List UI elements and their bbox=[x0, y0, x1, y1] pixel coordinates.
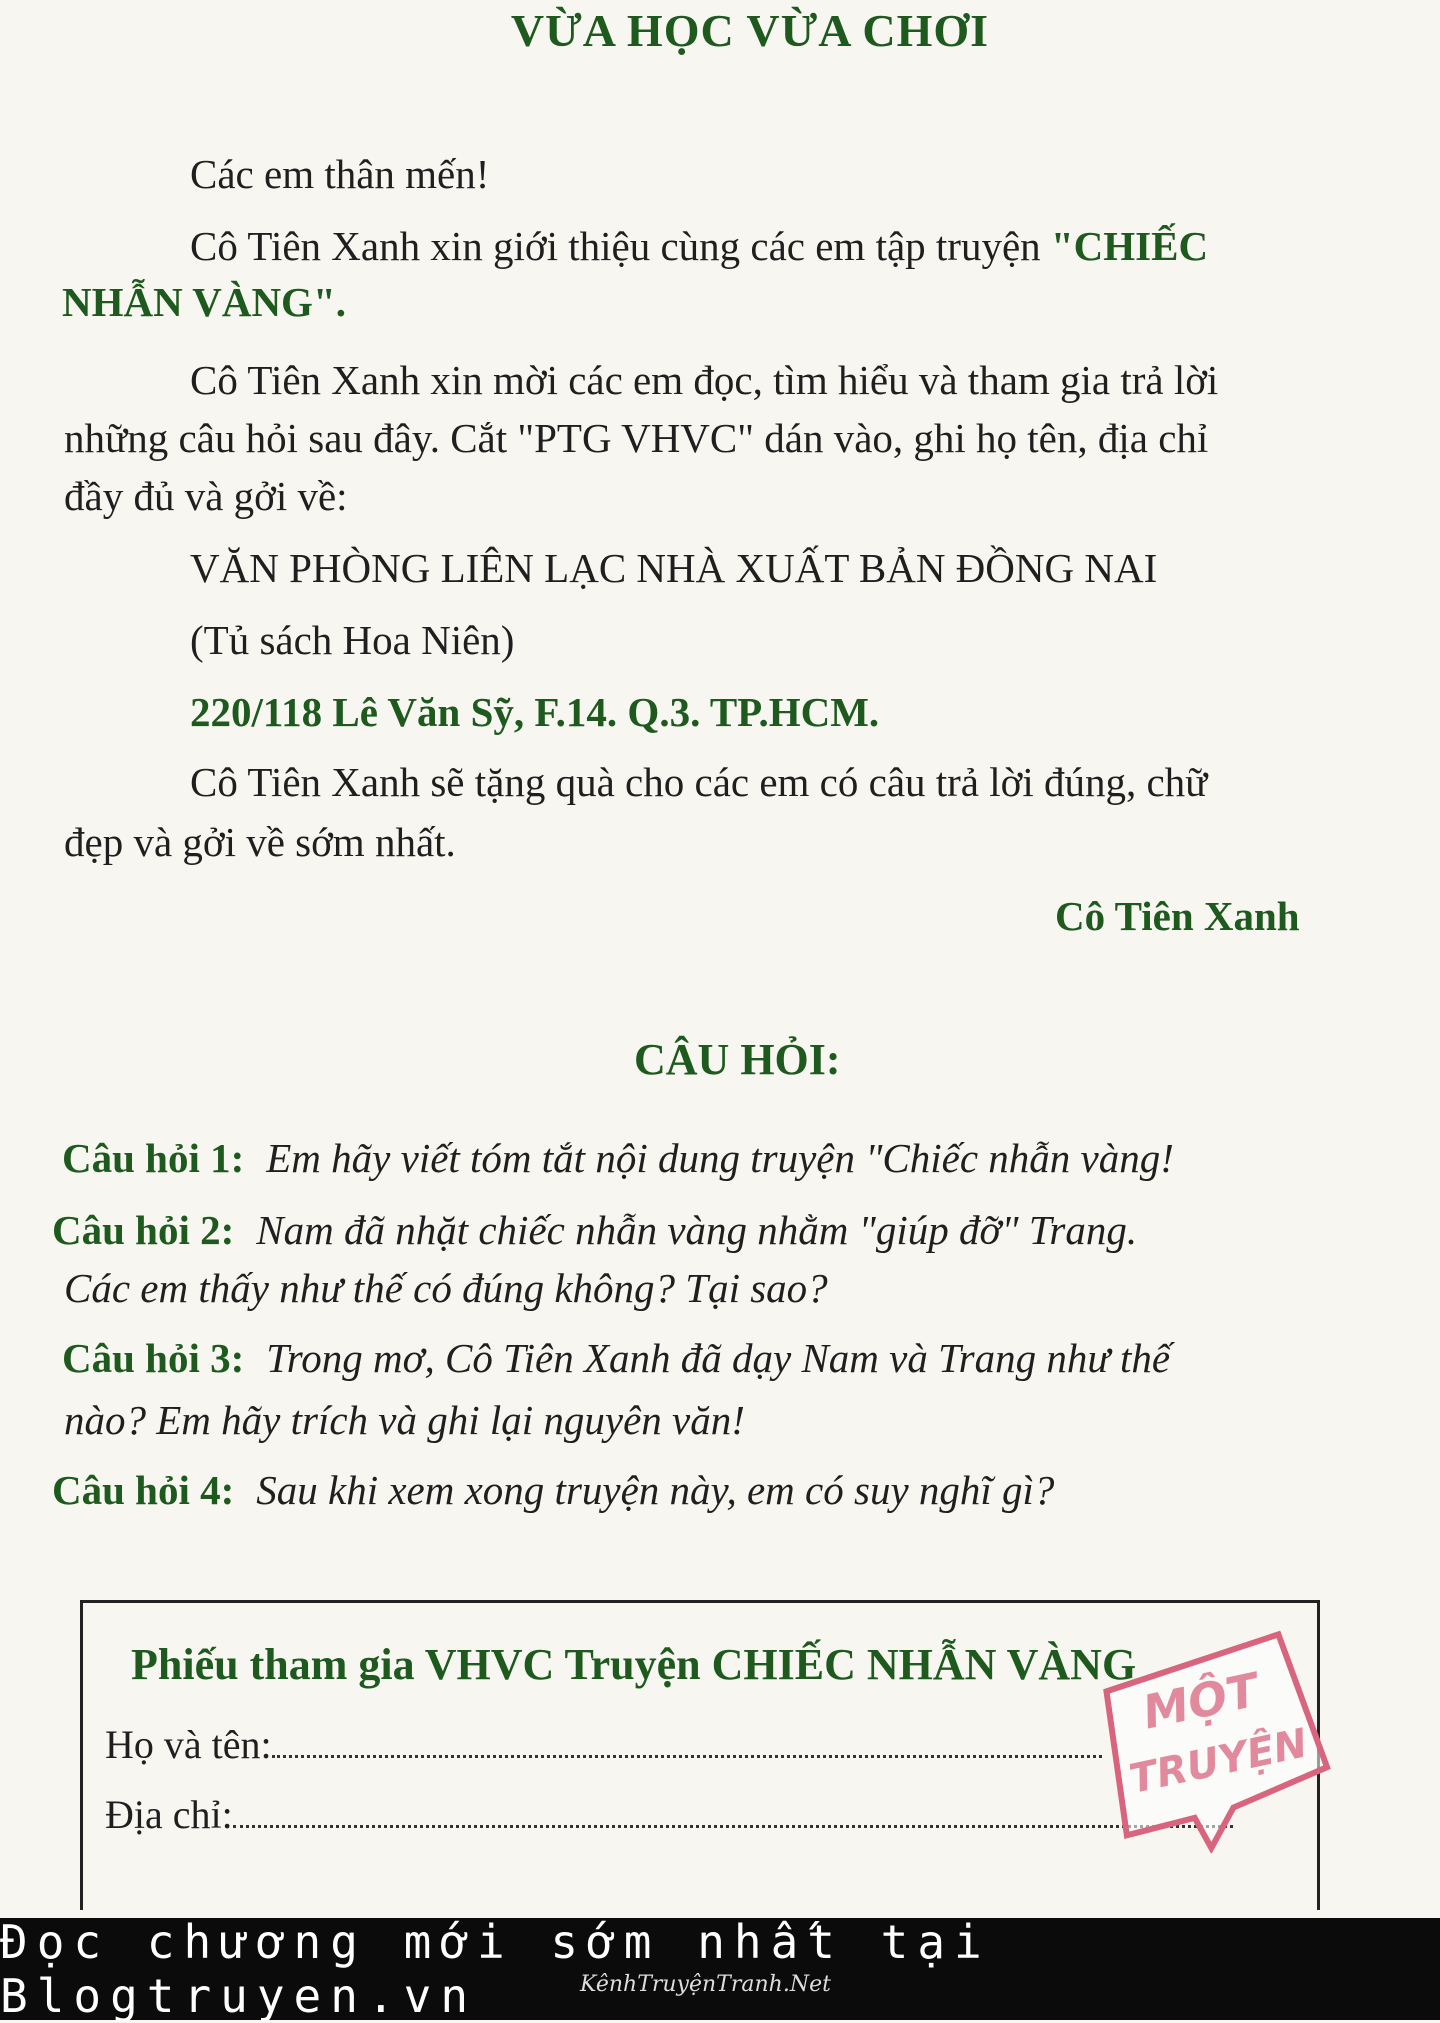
question-3-label: Câu hỏi 3: bbox=[62, 1335, 245, 1381]
questions-heading: CÂU HỎI: bbox=[634, 1035, 841, 1084]
form-address-row bbox=[105, 1791, 1233, 1838]
greeting: Các em thân mến! bbox=[190, 151, 490, 197]
signature: Cô Tiên Xanh bbox=[1055, 893, 1300, 939]
address-street: 220/118 Lê Văn Sỹ, F.14. Q.3. TP.HCM. bbox=[190, 689, 880, 735]
intro-line-1 bbox=[190, 222, 1208, 271]
question-3 bbox=[62, 1334, 1170, 1383]
intro-title-part1: "CHIẾC bbox=[1050, 223, 1209, 269]
footer-banner bbox=[0, 1915, 1440, 2023]
question-2-text-cont: Các em thấy như thế có đúng không? Tại sao? bbox=[64, 1265, 828, 1311]
address-office: VĂN PHÒNG LIÊN LẠC NHÀ XUẤT BẢN ĐỒNG NAI bbox=[190, 545, 1158, 591]
intro-title-part2: NHẪN VÀNG". bbox=[62, 279, 346, 325]
prize-line-2: đẹp và gởi về sớm nhất. bbox=[64, 819, 456, 865]
question-4-label: Câu hỏi 4: bbox=[52, 1467, 235, 1513]
form-address-label: Địa chỉ: bbox=[105, 1792, 233, 1837]
watermark-text-top: MỘT bbox=[1138, 1662, 1264, 1740]
footer-overlay-watermark: KênhTruyệnTranh.Net bbox=[580, 1972, 831, 1997]
question-1-label: Câu hỏi 1: bbox=[62, 1135, 245, 1181]
question-2-text: Nam đã nhặt chiếc nhẫn vàng nhằm "giúp đỡ" Trang. bbox=[256, 1207, 1138, 1253]
invite-line-2: những câu hỏi sau đây. Cắt "PTG VHVC" dán vào, ghi họ tên, địa chỉ bbox=[64, 415, 1209, 461]
invite-line-3: đầy đủ và gởi về: bbox=[64, 473, 348, 519]
intro-lead: Cô Tiên Xanh xin giới thiệu cùng các em tập truyện bbox=[190, 223, 1041, 269]
question-4-text: Sau khi xem xong truyện này, em có suy nghĩ gì? bbox=[256, 1467, 1055, 1513]
footer-text: Đọc chương mới sớm nhất tại Blogtruyen.vn bbox=[0, 1915, 991, 2023]
question-2-label: Câu hỏi 2: bbox=[52, 1207, 235, 1253]
form-address-field[interactable] bbox=[233, 1795, 1233, 1828]
form-name-label: Họ và tên: bbox=[105, 1722, 272, 1767]
question-3-text: Trong mơ, Cô Tiên Xanh đã dạy Nam và Trang như thế bbox=[266, 1335, 1171, 1381]
address-bookshelf: (Tủ sách Hoa Niên) bbox=[190, 617, 515, 663]
invite-line-1: Cô Tiên Xanh xin mời các em đọc, tìm hiểu và tham gia trả lời bbox=[190, 357, 1219, 403]
question-3-text-cont: nào? Em hãy trích và ghi lại nguyên văn! bbox=[64, 1397, 745, 1443]
form-title: Phiếu tham gia VHVC Truyện CHIẾC NHẪN VÀNG bbox=[131, 1640, 1137, 1689]
prize-line-1: Cô Tiên Xanh sẽ tặng quà cho các em có câu trả lời đúng, chữ bbox=[190, 759, 1208, 805]
question-4 bbox=[52, 1466, 1054, 1515]
question-2 bbox=[52, 1206, 1137, 1255]
watermark-text-bottom: TRUYỆN bbox=[1125, 1720, 1312, 1803]
page-heading: VỪA HỌC VỪA CHƠI bbox=[510, 5, 990, 56]
question-1 bbox=[62, 1134, 1174, 1183]
form-name-field[interactable] bbox=[272, 1725, 1102, 1758]
question-1-text: Em hãy viết tóm tắt nội dung truyện "Chiếc nhẫn vàng! bbox=[266, 1135, 1174, 1181]
form-name-row bbox=[105, 1721, 1102, 1768]
